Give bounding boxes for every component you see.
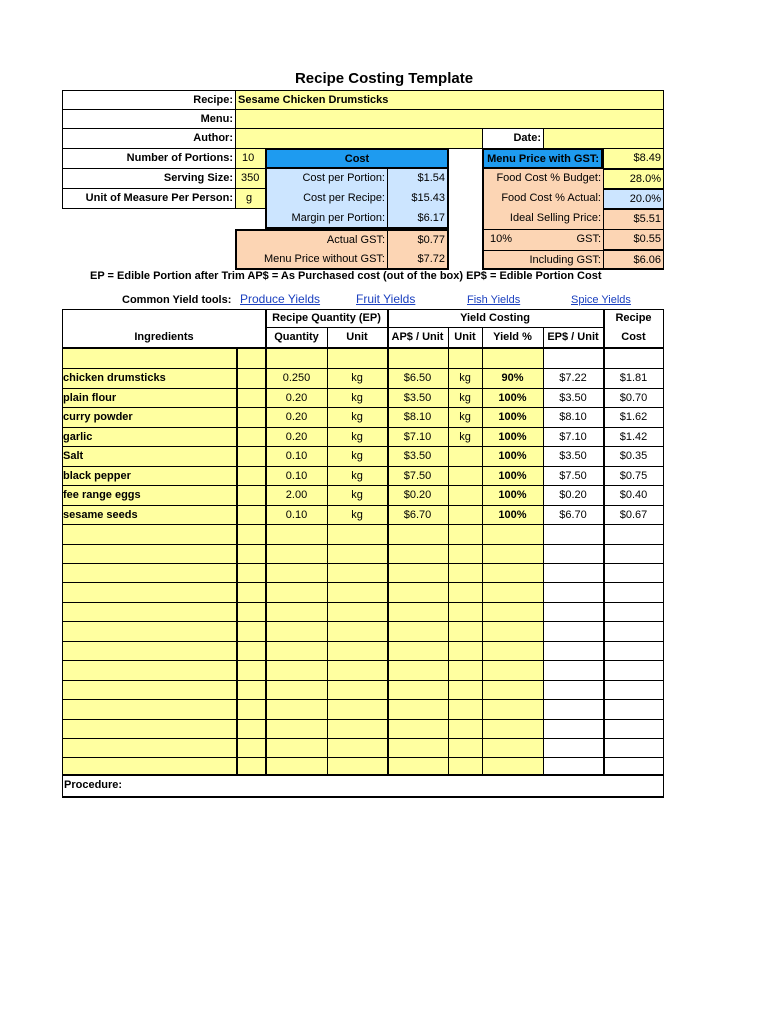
food-cost-actual-label: Food Cost % Actual: — [482, 189, 603, 209]
unit2-cell[interactable]: kg — [459, 411, 471, 423]
ingredient-name[interactable]: Salt — [63, 450, 84, 462]
unit-cell[interactable]: kg — [351, 450, 363, 462]
fruit-yields-link[interactable]: Fruit Yields — [356, 292, 416, 306]
ap-per-unit-cell[interactable]: $6.70 — [403, 509, 432, 521]
col-quantity-header: Quantity — [274, 331, 319, 343]
abbreviation-legend: EP = Edible Portion after Trim AP$ = As Purchased cost (out of the box) EP$ = Edible Portion Cost — [90, 270, 602, 282]
cost-cell: $0.40 — [619, 489, 648, 501]
serving-size-label: Serving Size: — [62, 168, 236, 189]
ep-per-unit-cell: $7.10 — [559, 431, 587, 443]
food-cost-actual-value: 20.0% — [603, 189, 664, 209]
actual-gst-value: $0.77 — [387, 229, 449, 250]
cost-per-portion-label: Cost per Portion: — [265, 169, 387, 189]
author-label: Author: — [62, 128, 236, 149]
author-field[interactable] — [235, 128, 483, 149]
ideal-selling-price-value: $5.51 — [603, 209, 664, 230]
ap-per-unit-cell[interactable]: $8.10 — [403, 411, 432, 423]
menu-label: Menu: — [62, 109, 236, 129]
ap-per-unit-cell[interactable]: $7.50 — [403, 470, 432, 482]
date-label: Date: — [482, 128, 544, 149]
recipe-name-field[interactable]: Sesame Chicken Drumsticks — [235, 90, 664, 110]
serving-size-field[interactable]: 350 — [235, 168, 266, 189]
yield-cell[interactable]: 90% — [501, 372, 524, 384]
actual-gst-label: Actual GST: — [235, 229, 387, 250]
cost-per-portion-value: $1.54 — [387, 169, 449, 189]
quantity-cell[interactable]: 0.10 — [285, 509, 308, 521]
cost-cell: $0.35 — [619, 450, 648, 462]
ep-per-unit-cell: $8.10 — [559, 411, 587, 423]
col-cost-header: Cost — [621, 331, 646, 343]
menu-field[interactable] — [235, 109, 664, 129]
procedure-label: Procedure: — [64, 779, 123, 791]
ep-per-unit-cell: $6.70 — [559, 509, 587, 521]
unit-cell[interactable]: kg — [351, 411, 363, 423]
ap-per-unit-cell[interactable]: $7.10 — [403, 431, 432, 443]
unit-cell[interactable]: kg — [351, 372, 363, 384]
quantity-cell[interactable]: 0.20 — [285, 411, 308, 423]
yield-cell[interactable]: 100% — [498, 470, 527, 482]
recipe-label: Recipe: — [62, 90, 236, 110]
yield-cell[interactable]: 100% — [498, 392, 527, 404]
ingredient-name[interactable]: garlic — [63, 431, 93, 443]
page-title: Recipe Costing Template — [294, 70, 474, 87]
portions-label: Number of Portions: — [62, 148, 236, 169]
unit-of-measure-field[interactable]: g — [235, 188, 266, 209]
spice-yields-link[interactable]: Spice Yields — [571, 294, 631, 306]
gst-value: $0.55 — [603, 229, 664, 250]
fish-yields-link[interactable]: Fish Yields — [467, 294, 521, 306]
quantity-cell[interactable]: 0.20 — [285, 392, 308, 404]
cost-heading: Cost — [265, 148, 449, 169]
ideal-selling-price-label: Ideal Selling Price: — [482, 209, 603, 230]
unit-cell[interactable]: kg — [351, 509, 363, 521]
unit2-cell[interactable]: kg — [459, 392, 471, 404]
unit2-cell[interactable] — [448, 486, 482, 504]
ingredient-name[interactable]: sesame seeds — [63, 509, 138, 521]
unit2-cell[interactable]: kg — [459, 431, 471, 443]
unit2-cell[interactable] — [448, 506, 482, 524]
col-ap-per-unit-header: AP$ / Unit — [391, 331, 444, 343]
unit2-cell[interactable] — [448, 467, 482, 485]
unit-cell[interactable]: kg — [351, 470, 363, 482]
yield-cell[interactable]: 100% — [498, 509, 527, 521]
gst-label: GST: — [532, 229, 603, 250]
unit2-cell[interactable] — [448, 447, 482, 465]
yield-cell[interactable]: 100% — [498, 431, 527, 443]
quantity-cell[interactable]: 0.10 — [285, 450, 308, 462]
including-gst-label: Including GST: — [482, 250, 603, 270]
yield-tools-label: Common Yield tools: — [122, 294, 232, 306]
menu-price-without-gst-value: $7.72 — [387, 250, 449, 270]
including-gst-value: $6.06 — [603, 250, 664, 270]
unit-cell[interactable]: kg — [351, 431, 363, 443]
food-cost-budget-field[interactable]: 28.0% — [603, 169, 664, 189]
yield-cell[interactable]: 100% — [498, 489, 527, 501]
cost-cell: $1.42 — [619, 431, 648, 443]
cost-cell: $1.81 — [619, 372, 648, 384]
date-field[interactable] — [543, 128, 664, 149]
col-yield-header: Yield % — [493, 331, 532, 343]
ep-per-unit-cell: $3.50 — [559, 392, 587, 404]
recipe-quantity-group-header: Recipe Quantity (EP) — [266, 309, 387, 328]
quantity-cell[interactable]: 0.20 — [285, 431, 308, 443]
ingredient-name[interactable]: fee range eggs — [63, 489, 141, 501]
margin-per-portion-value: $6.17 — [387, 209, 449, 229]
col-ep-per-unit-header: EP$ / Unit — [547, 331, 599, 343]
ap-per-unit-cell[interactable]: $3.50 — [403, 450, 432, 462]
ep-per-unit-cell: $7.50 — [559, 470, 587, 482]
ap-per-unit-cell[interactable]: $6.50 — [403, 372, 432, 384]
cost-cell: $0.67 — [619, 509, 648, 521]
recipe-group-header: Recipe — [615, 312, 652, 324]
unit2-cell[interactable]: kg — [459, 372, 471, 384]
ingredient-name[interactable]: plain flour — [63, 392, 117, 404]
food-cost-budget-label: Food Cost % Budget: — [482, 169, 603, 189]
menu-price-with-gst-label: Menu Price with GST: — [482, 148, 603, 169]
ep-per-unit-cell: $0.20 — [559, 489, 587, 501]
produce-yields-link[interactable]: Produce Yields — [240, 292, 321, 306]
cost-per-recipe-value: $15.43 — [387, 189, 449, 209]
quantity-cell[interactable]: 0.10 — [285, 470, 308, 482]
yield-cell[interactable]: 100% — [498, 411, 527, 423]
yield-costing-group-header: Yield Costing — [387, 309, 603, 328]
ingredient-name[interactable]: curry powder — [63, 411, 133, 423]
quantity-cell[interactable]: 2.00 — [285, 489, 308, 501]
unit-of-measure-label: Unit of Measure Per Person: — [62, 188, 236, 209]
cost-cell: $0.75 — [619, 470, 648, 482]
cost-per-recipe-label: Cost per Recipe: — [265, 189, 387, 209]
gst-rate: 10% — [482, 229, 532, 250]
col-unit2-header: Unit — [454, 331, 476, 343]
col-ingredients-header: Ingredients — [134, 331, 194, 343]
cost-cell: $0.70 — [619, 392, 648, 404]
ingredient-name[interactable]: chicken drumsticks — [63, 372, 166, 384]
ap-per-unit-cell[interactable]: $3.50 — [403, 392, 432, 404]
col-unit-header: Unit — [346, 331, 368, 343]
portions-field[interactable]: 10 — [235, 148, 266, 169]
ingredient-name[interactable]: black pepper — [63, 470, 131, 482]
ap-per-unit-cell[interactable]: $0.20 — [403, 489, 432, 501]
margin-per-portion-label: Margin per Portion: — [265, 209, 387, 229]
extra-column-fill — [236, 348, 266, 775]
ep-per-unit-cell: $7.22 — [559, 372, 587, 384]
yield-cell[interactable]: 100% — [498, 450, 527, 462]
ep-per-unit-cell: $3.50 — [559, 450, 587, 462]
quantity-cell[interactable]: 0.250 — [282, 372, 311, 384]
cost-cell: $1.62 — [619, 411, 648, 423]
unit-cell[interactable]: kg — [351, 392, 363, 404]
unit-cell[interactable]: kg — [351, 489, 363, 501]
menu-price-without-gst-label: Menu Price without GST: — [235, 250, 387, 270]
menu-price-with-gst-field[interactable]: $8.49 — [603, 148, 664, 169]
